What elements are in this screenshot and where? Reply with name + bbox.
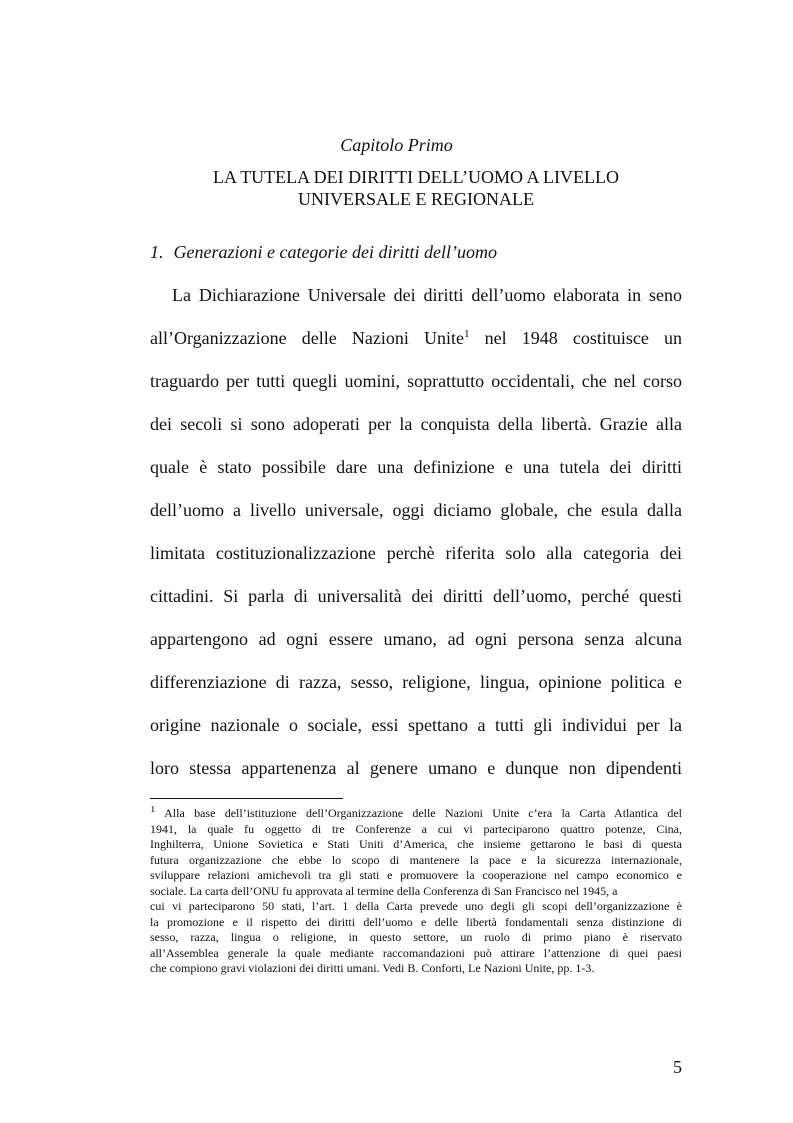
footnote-separator	[150, 798, 343, 799]
body-line: limitata costituzionalizzazione perchè riferita solo alla categoria dei	[150, 543, 682, 563]
body-line: differenziazione di razza, sesso, religione, lingua, opinione politica e	[150, 672, 682, 692]
footnote-line: all’Assemblea generale la quale mediante raccomandazioni può attirare l’attenzione di quei paesi	[150, 945, 682, 960]
body-text-fragment: all’Organizzazione delle Nazioni Unite	[150, 328, 464, 348]
footnote-line: sviluppare relazioni amichevoli tra gli stati e promuovere la cooperazione nel campo economico e	[150, 868, 682, 882]
chapter-title-line: LA TUTELA DEI DIRITTI DELL’UOMO A LIVELLO	[213, 167, 619, 187]
body-line: appartengono ad ogni essere umano, ad ogni persona senza alcuna	[150, 629, 682, 649]
footnote-line: Inghilterra, Unione Sovietica e Stati Uniti d’America, che insieme gettarono le basi di questa	[150, 837, 682, 851]
footnote-line: che compiono gravi violazioni dei diritti umani. Vedi B. Conforti, Le Nazioni Unite, pp. 1-3.	[150, 961, 595, 975]
body-line: dell’uomo a livello universale, oggi diciamo globale, che esula dalla	[150, 500, 682, 520]
section-number: 1.	[150, 242, 164, 262]
footnote-reference: 1	[463, 328, 470, 340]
body-line: dei secoli si sono adoperati per la conquista della libertà. Grazie alla	[150, 414, 682, 434]
body-line	[150, 327, 682, 370]
footnote-text-fragment: Alla base dell’istituzione dell’Organizzazione delle Nazioni Unite c’era la Carta Atlantica del	[155, 806, 682, 820]
footnote-line: la promozione e il rispetto dei diritti dell’uomo e delle libertà fondamentali senza distinzione di	[150, 914, 682, 929]
chapter-title	[150, 166, 682, 210]
body-line: loro stessa appartenenza al genere umano e dunque non dipendenti	[150, 758, 682, 778]
footnote	[150, 806, 682, 977]
body-line: La Dichiarazione Universale dei diritti dell’uomo elaborata in seno	[172, 285, 682, 305]
footnote-marker: 1	[150, 806, 156, 815]
footnote-line: sesso, razza, lingua o religione, in questo settore, un ruolo di primo piano è riservato	[150, 930, 682, 944]
body-line: quale è stato possibile dare una definizione e una tutela dei diritti	[150, 457, 682, 477]
body-text-fragment: nel 1948 costituisce un	[469, 328, 682, 348]
body-line: origine nazionale o sociale, essi spettano a tutti gli individui per la	[150, 715, 682, 735]
body-line: cittadini. Si parla di universalità dei diritti dell’uomo, perché questi	[150, 586, 682, 606]
footnote-line: cui vi parteciparono 50 stati, l’art. 1 della Carta prevede uno degli gli scopi dell’organizzazione è	[150, 899, 682, 913]
section-title: Generazioni e categorie dei diritti dell’uomo	[173, 242, 497, 262]
footnote-line: 1941, la quale fu oggetto di tre Conferenze a cui vi parteciparono quattro potenze, Cina,	[150, 821, 682, 836]
chapter-title-line: UNIVERSALE E REGIONALE	[298, 189, 534, 209]
footnote-line: futura organizzazione che ebbe lo scopo di mantenere la pace e la sicurezza internazionale,	[150, 852, 682, 867]
body-line: traguardo per tutti quegli uomini, soprattutto occidentali, che nel corso	[150, 371, 682, 391]
body-paragraph	[150, 284, 682, 800]
page-number: 5	[673, 1057, 682, 1077]
footnote-line: sociale. La carta dell’ONU fu approvata al termine della Conferenza di San Francisco nel 1945, a	[150, 883, 618, 898]
section-heading	[150, 241, 497, 263]
chapter-label: Capitolo Primo	[340, 135, 453, 155]
footnote-line	[150, 806, 682, 822]
